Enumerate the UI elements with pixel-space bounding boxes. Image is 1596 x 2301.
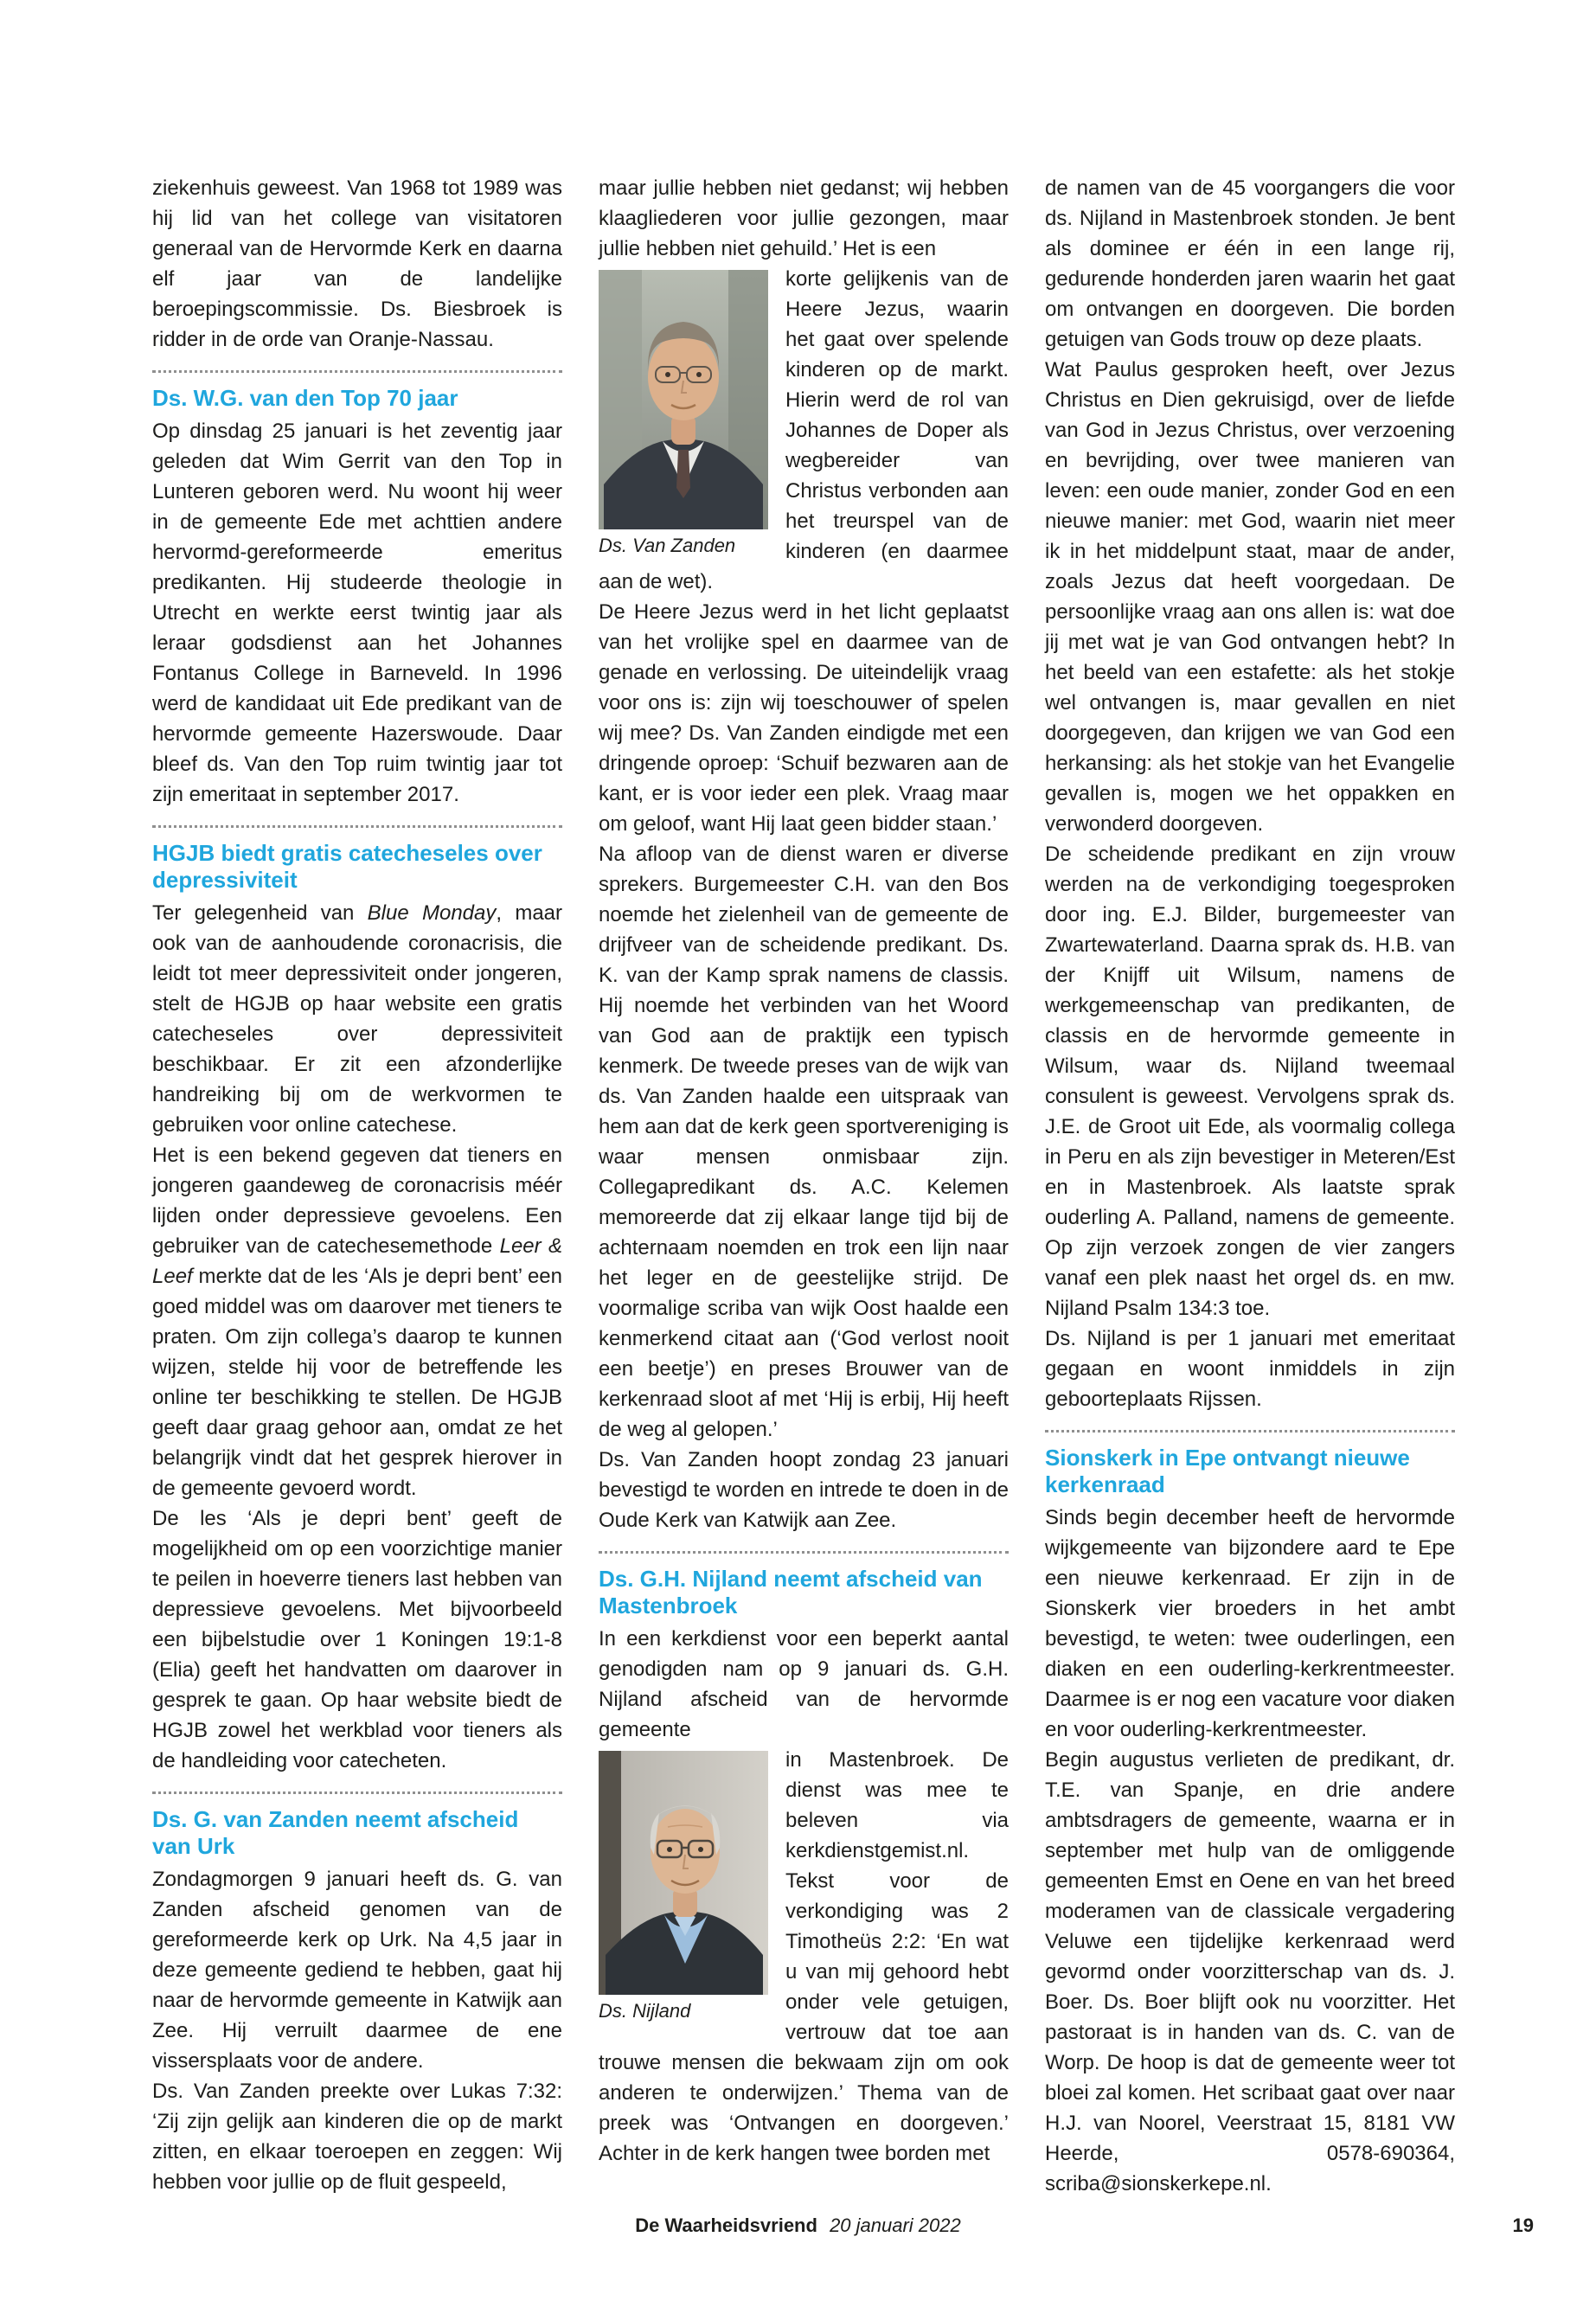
paragraph: Ds. Van Zanden preekte over Lukas 7:32: ‘Zij zijn gelijk aan kinderen die op de markt zitten, en elkaar toeroepen en zeggen: Wij hebben voor jullie op de fluit gespeeld,: [152, 2080, 562, 2194]
section-heading-nijland: Ds. G.H. Nijland neemt afscheid van Mastenbroek: [599, 1566, 983, 1618]
italic-term: Blue Monday: [367, 901, 497, 925]
paragraph: de namen van de 45 voorgangers die voor ds. Nijland in Mastenbroek stonden. Je bent als dominee er één in een lange rij, gedurende honderden jaren waarin het gaat om ontvangen en doorgeven. Die borden getuigen van Gods trouw op deze plaats.: [1045, 176, 1455, 351]
paragraph: De Heere Jezus werd in het licht geplaatst van het vrolijke spel en daarmee van de genade en verlossing. De uiteindelijk vraag voor ons is: zijn wij toeschouwer of spelen wij mee? Ds. Van Zanden eindigde met een dringende oproep: ‘Schuif bezwaren aan de kant, er is voor ieder een plek. Vraag maar om geloof, want Hij laat geen bidder staan.’: [599, 600, 1009, 836]
section-heading-van-zanden-urk: Ds. G. van Zanden neemt afscheid van Urk: [152, 1806, 519, 1859]
photo-text-wrap: [599, 1745, 1009, 2169]
page-number: 19: [1512, 2214, 1534, 2236]
paragraph: Sinds begin december heeft de hervormde wijkgemeente van bijzondere aard te Epe een nieuwe kerkenraad. Er zijn in de Sionskerk vier broeders in het ambt bevestigd, te weten: twee ouderlingen, een diaken en een ouderling-kerkrentmeester. Daarmee is er nog een vacature voor diaken en voor ouderling-kerkrentmeester.: [1045, 1506, 1455, 1741]
section-divider: [152, 1791, 562, 1794]
paragraph: Op dinsdag 25 januari is het zeventig jaar geleden dat Wim Gerrit van den Top in Lunteren geboren werd. Nu woont hij weer in de gemeente Ede met achttien andere hervormd-gereformeerde emeritus predikanten. Hij studeerde theologie in Utrecht en werkte eerst twintig jaar als leraar godsdienst aan het Johannes Fontanus College in Barneveld. In 1996 werd de kandidaat uit Ede predikant van de hervormde gemeente Hazerswoude. Daar bleef ds. Van den Top ruim twintig jaar tot zijn emeritaat in september 2017.: [152, 420, 562, 806]
photo-nijland: [599, 1751, 768, 2024]
section-heading-sionskerk: Sionskerk in Epe ontvangt nieuwe kerkenraad: [1045, 1445, 1410, 1497]
italic-term: Leer & Leef: [152, 1234, 562, 1288]
section-divider: [1045, 1430, 1455, 1433]
paragraph: De scheidende predikant en zijn vrouw werden na de verkondiging toegesproken door ing. E.J. Bilder, burgemeester van Zwartewaterland. Daarna sprak ds. H.B. van der Knijff uit Wilsum, namens de werkgemeenschap van predikanten, de classis en de hervormde gemeente in Wilsum, waar ds. Nijland tweemaal consulent is geweest. Vervolgens sprak ds. J.E. de Groot uit Ede, als voormalig collega in Peru en als zijn bevestiger in Meteren/Est en in Mastenbroek. Als laatste sprak ouderling A. Palland, namens de gemeente. Op zijn verzoek zongen de vier zangers vanaf een plek naast het orgel ds. en mw. Nijland Psalm 134:3 toe.: [1045, 843, 1455, 1320]
section-divider: [599, 1551, 1009, 1554]
portrait-van-zanden-illustration: [599, 270, 768, 529]
issue-date: 20 januari 2022: [830, 2214, 961, 2236]
paragraph: in Mastenbroek. De dienst was mee te beleven via kerkdienstgemist.nl. Tekst voor de verkondiging was 2 Timotheüs 2:2: ‘En wat u van mij gehoord hebt onder vele getuigen, vertrouw dat toe aan trouwe mensen die bekwaam zijn om ook anderen te onderwijzen.’ Thema van de preek was ‘Ontvangen en doorgeven.’ Achter in de kerk hangen twee borden met: [599, 1748, 1009, 2165]
paragraph: Wat Paulus gesproken heeft, over Jezus Christus en Dien gekruisigd, over de liefde van God in Jezus Christus, over verzoening en bevrijding, over twee manieren van leven: een oude manier, zonder God en een nieuwe manier: met God, waarin niet meer ik in het middelpunt staat, maar de ander, zoals Jezus dat heeft voorgedaan. De persoonlijke vraag aan ons allen is: wat doe jij met wat je van God ontvangen hebt? In het beeld van een estafette: als het stokje wel ontvangen is, maar gevallen en niet doorgegeven, dan krijgen we van God een herkansing: als het stokje van het Evangelie gevallen is, mogen we het oppakken en verwonderd doorgeven.: [1045, 358, 1455, 836]
photo-text-wrap: [599, 264, 1009, 597]
column-1: [152, 173, 562, 2199]
paragraph: Begin augustus verlieten de predikant, dr. T.E. van Spanje, en drie andere ambtsdragers de gemeente, waarna er in september met hulp van de omliggende gemeenten Emst en Oene en van het breed moderamen van de classicale vergadering Veluwe een tijdelijke kerkenraad werd gevormd onder voorzitterschap van ds. J. Boer. Ds. Boer blijft ook nu voorzitter. Het pastoraat is in handen van ds. C. van de Worp. De hoop is dat de gemeente weer tot bloei zal komen. Het scribaat gaat over naar H.J. van Noorel, Veerstraat 15, 8181 VW Heerde, 0578-690364, scriba@sionskerkepe.nl.: [1045, 1748, 1455, 2195]
paragraph: Na afloop van de dienst waren er diverse sprekers. Burgemeester C.H. van den Bos noemde het zielenheil van de gemeente de drijfveer van de scheidende predikant. Ds. K. van der Kamp sprak namens de classis. Hij noemde het verbinden van het Woord van God aan de praktijk een typisch kenmerk. De tweede preses van de wijk van ds. Van Zanden haalde een uitspraak van hem aan dat de kerk geen sportvereniging is waar mensen onmisbaar zijn. Collegapredikant ds. A.C. Kelemen memoreerde dat zij elkaar lange tijd bij de achternaam noemden en trok een lijn naar het leger en de geestelijke strijd. De voormalige scriba van wijk Oost haalde een kenmerkend citaat aan (‘God verlost nooit een beetje’) en preses Brouwer van de kerkenraad sloot af met ‘Hij is erbij, Hij heeft de weg al gelopen.’: [599, 843, 1009, 1441]
portrait-nijland-illustration: [599, 1751, 768, 1995]
content-columns: [152, 173, 1455, 2199]
text-segment: merkte dat de les ‘Als je depri bent’ een goed middel was om daarover met tieners te praten. Om zijn collega’s daarop te kunnen wijzen, stelde hij voor de betreffende les online ter beschikking te stellen. De HGJB geeft daar graag gehoor aan, omdat ze het belangrijk vindt dat het gesprek hierover in de gemeente gevoerd wordt.: [152, 1265, 562, 1500]
paragraph: [152, 898, 562, 1140]
section-heading-van-den-top: Ds. W.G. van den Top 70 jaar: [152, 385, 458, 411]
text-segment: Het is een bekend gegeven dat tieners en jongeren gaandeweg de coronacrisis méér lijden onder depressieve gevoelens. Een gebruiker van de catechesemethode: [152, 1144, 562, 1258]
photo-caption-van-zanden: Ds. Van Zanden: [599, 535, 736, 556]
paragraph: Zondagmorgen 9 januari heeft ds. G. van Zanden afscheid genomen van de gereformeerde kerk op Urk. Na 4,5 jaar in deze gemeente gediend te hebben, gaat hij naar de hervormde gemeente in Katwijk aan Zee. Hij verruilt daarmee de ene vissersplaats voor de andere.: [152, 1868, 562, 2073]
paragraph: maar jullie hebben niet gedanst; wij hebben klaagliederen voor jullie gezongen, maar jullie hebben niet gehuild.’ Het is een: [599, 176, 1009, 260]
section-heading-hgjb: HGJB biedt gratis catecheseles over depressiviteit: [152, 840, 542, 893]
column-2: [599, 173, 1009, 2199]
paragraph: In een kerkdienst voor een beperkt aantal genodigden nam op 9 januari ds. G.H. Nijland afscheid van de hervormde gemeente: [599, 1627, 1009, 1741]
section-divider: [152, 825, 562, 828]
photo-van-zanden: [599, 270, 768, 559]
paragraph: [152, 1140, 562, 1503]
column-3: [1045, 173, 1455, 2199]
section-divider: [152, 370, 562, 373]
paragraph: De les ‘Als je depri bent’ geeft de mogelijkheid om op een voorzichtige manier te peilen in hoeverre tieners last hebben van depressieve gevoelens. Met bijvoorbeeld een bijbelstudie over 1 Koningen 19:1-8 (Elia) geeft het handvatten om daarover in gesprek te gaan. Op haar website biedt de HGJB zowel het werkblad voor tieners als de handleiding voor catecheten.: [152, 1507, 562, 1772]
photo-caption-nijland: Ds. Nijland: [599, 2000, 691, 2022]
paragraph: Ds. Van Zanden hoopt zondag 23 januari bevestigd te worden en intrede te doen in de Oude Kerk van Katwijk aan Zee.: [599, 1448, 1009, 1532]
paragraph: korte gelijkenis van de Heere Jezus, waarin het gaat over spelende kinderen op de markt. Hierin werd de rol van Johannes de Doper als wegbereider van Christus verbonden aan het treurspel van de kinderen (en daarmee aan de wet).: [599, 267, 1009, 593]
text-segment: Ter gelegenheid van: [152, 901, 368, 925]
text-segment: , maar ook van de aanhoudende coronacrisis, die leidt tot meer depressiviteit onder jongeren, stelt de HGJB op haar website een gratis catecheseles over depressiviteit beschikbaar. Er zit een afzonderlijke handreiking bij om de werkvormen te gebruiken voor online catechese.: [152, 901, 562, 1137]
page-footer: [0, 2214, 1596, 2244]
magazine-name: De Waarheidsvriend: [635, 2214, 817, 2236]
footer-title: [0, 2214, 1596, 2237]
paragraph: Ds. Nijland is per 1 januari met emeritaat gegaan en woont inmiddels in zijn geboorteplaats Rijssen.: [1045, 1327, 1455, 1411]
paragraph-continuation: ziekenhuis geweest. Van 1968 tot 1989 was hij lid van het college van visitatoren generaal van de Hervormde Kerk en daarna elf jaar van de landelijke beroepingscommissie. Ds. Biesbroek is ridder in de orde van Oranje-Nassau.: [152, 176, 562, 351]
